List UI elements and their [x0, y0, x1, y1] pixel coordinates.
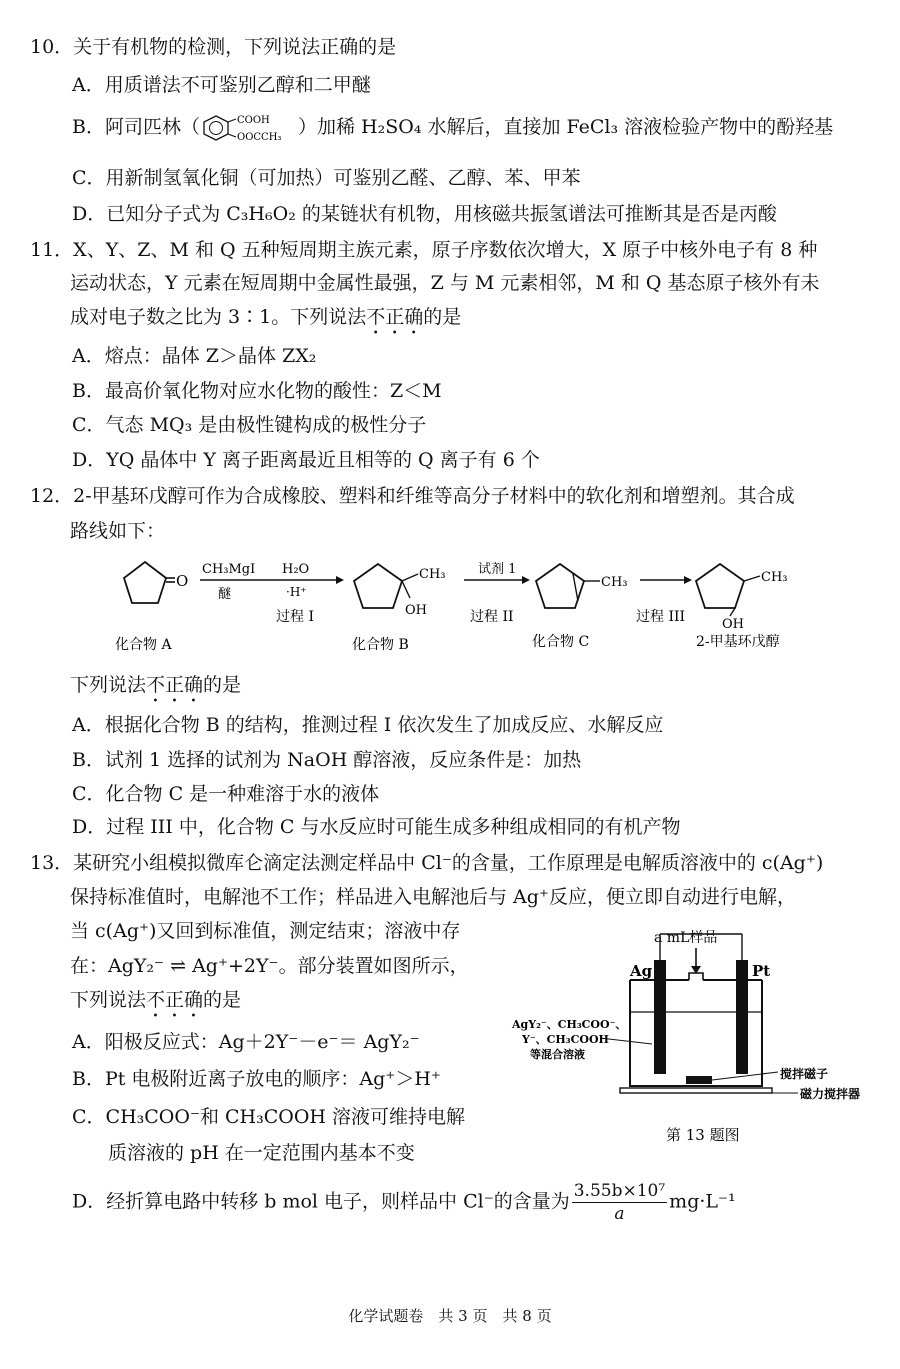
- q12-option-d: D．过程 III 中，化合物 C 与水反应时可能生成多种组成相同的有机产物: [72, 816, 681, 838]
- q11-stem-3-post: 的是: [423, 306, 462, 328]
- q10-option-a: A．用质谱法不可鉴别乙醇和二甲醚: [72, 74, 371, 96]
- compound-b-ring: [354, 564, 402, 608]
- name-compound-a: 化合物 A: [115, 637, 172, 653]
- q12-ask: [70, 672, 241, 707]
- q12-synthesis-scheme: [100, 548, 820, 660]
- product-oh: OH: [722, 617, 744, 632]
- q11-stem-3: [70, 304, 461, 339]
- solution-label-3: 等混合溶液: [530, 1048, 585, 1061]
- q13-option-d-unit: mg·L⁻¹: [669, 1190, 736, 1213]
- label-step-1: 过程 I: [276, 609, 314, 625]
- q11-option-a: A．熔点：晶体 Z＞晶体 ZX₂: [72, 345, 317, 367]
- q11-option-c: C．气态 MQ₃ 是由极性键构成的极性分子: [72, 414, 427, 436]
- stir-bar: [686, 1076, 712, 1084]
- reagent-ch3mgi: CH₃MgI: [202, 562, 256, 577]
- q12-option-b: B．试剂 1 选择的试剂为 NaOH 醇溶液，反应条件是：加热: [72, 749, 582, 771]
- compound-a-oxygen: O: [176, 572, 189, 590]
- aspirin-oocch3: OOCCH₃: [236, 132, 282, 143]
- q12-ask-pre: 下列说法: [70, 674, 147, 696]
- compound-b-ch3: CH₃: [419, 567, 446, 582]
- q12-option-c: C．化合物 C 是一种难溶于水的液体: [72, 783, 380, 805]
- q12-option-a: A．根据化合物 B 的结构，推测过程 I 依次发生了加成反应、水解反应: [72, 714, 664, 736]
- sample-label: a mL样品: [654, 930, 718, 946]
- compound-b-oh: OH: [405, 603, 427, 618]
- q11-emphasis: 不正确: [366, 306, 424, 328]
- q13-stem-5-pre: 下列说法: [70, 989, 147, 1011]
- q10-option-b-post: ）加稀 H₂SO₄ 水解后，直接加 FeCl₃ 溶液检验产物中的酚羟基: [297, 116, 834, 138]
- q13-figure: [500, 926, 890, 1166]
- magnetic-stirrer-label: 磁力搅拌器: [800, 1087, 861, 1101]
- magnetic-stirrer: [620, 1088, 772, 1093]
- label-step-2: 过程 II: [470, 609, 514, 625]
- q12-emphasis: 不正确: [146, 674, 204, 696]
- reagent-water: H₂O: [282, 562, 310, 577]
- compound-a-ring: [124, 562, 166, 603]
- q13-stem-4: 在：AgY₂⁻ ⇌ Ag⁺+2Y⁻。部分装置如图所示，: [70, 955, 469, 977]
- q11-option-d: D．YQ 晶体中 Y 离子距离最近且相等的 Q 离子有 6 个: [72, 449, 540, 471]
- q11-stem-3-pre: 成对电子数之比为 3∶1。下列说法: [70, 306, 367, 328]
- q13-option-d-pre: D．经折算电路中转移 b mol 电子，则样品中 Cl⁻的含量为: [72, 1190, 570, 1213]
- q12-stem-1: 12．2-甲基环戊醇可作为合成橡胶、塑料和纤维等高分子材料中的软化剂和增塑剂。其合成: [30, 485, 795, 507]
- q10-option-b: [72, 113, 833, 143]
- q13-stem-5: [70, 987, 241, 1022]
- q12-stem-2: 路线如下：: [70, 520, 166, 542]
- q13-option-b: B．Pt 电极附近离子放电的顺序：Ag⁺＞H⁺: [72, 1068, 441, 1090]
- fraction-numerator: 3.55b×10⁷: [573, 1181, 666, 1201]
- solution-label-1: AgY₂⁻、CH₃COO⁻、: [512, 1018, 627, 1031]
- ag-electrode: [654, 960, 666, 1074]
- q10-stem: 10．关于有机物的检测，下列说法正确的是: [30, 36, 397, 58]
- solution-label-2: Y⁻、CH₃COOH: [522, 1033, 609, 1046]
- reagent-acid: ·H⁺: [286, 585, 307, 599]
- name-compound-c: 化合物 C: [532, 634, 590, 650]
- label-step-3: 过程 III: [636, 609, 686, 625]
- fraction-denominator: a: [614, 1204, 625, 1224]
- q13-option-c-2: 质溶液的 pH 在一定范围内基本不变: [108, 1142, 415, 1164]
- q11-option-b: B．最高价氧化物对应水化物的酸性：Z＜M: [72, 380, 442, 402]
- aspirin-structure: [200, 113, 298, 143]
- q12-ask-post: 的是: [203, 674, 242, 696]
- pt-electrode: [736, 960, 748, 1074]
- q11-stem-1: 11．X、Y、Z、M 和 Q 五种短周期主族元素，原子序数依次增大，X 原子中核外电子有 8 种: [30, 239, 818, 261]
- name-product: 2-甲基环戊醇: [696, 634, 780, 650]
- q13-stem-1: 13．某研究小组模拟微库仑滴定法测定样品中 Cl⁻的含量，工作原理是电解质溶液中的 c(Ag⁺): [30, 852, 824, 874]
- product-ch3: CH₃: [761, 570, 788, 585]
- q13-stem-5-post: 的是: [203, 989, 242, 1011]
- compound-c-ch3: CH₃: [601, 575, 628, 590]
- reagent-ether: 醚: [218, 587, 232, 602]
- reagent-1: 试剂 1: [478, 562, 517, 577]
- q13-option-c-1: C．CH₃COO⁻和 CH₃COOH 溶液可维持电解: [72, 1106, 466, 1128]
- q10-option-b-pre: B．阿司匹林（: [72, 116, 200, 138]
- q13-option-a: A．阳极反应式：Ag＋2Y⁻－e⁻＝ AgY₂⁻: [72, 1031, 420, 1053]
- q10-option-c: C．用新制氢氧化铜（可加热）可鉴别乙醛、乙醇、苯、甲苯: [72, 167, 581, 189]
- aspirin-cooh: COOH: [236, 115, 270, 126]
- page-footer: 化学试题卷 共 3 页 共 8 页: [348, 1307, 552, 1325]
- q13-stem-2: 保持标准值时，电解池不工作；样品进入电解池后与 Ag⁺反应，便立即自动进行电解，: [70, 886, 796, 908]
- ag-label: Ag: [630, 962, 653, 980]
- figure-caption: 第 13 题图: [666, 1126, 740, 1144]
- product-ring: [696, 564, 744, 608]
- q11-stem-2: 运动状态，Y 元素在短周期中金属性最强，Z 与 M 元素相邻，M 和 Q 基态原子核外有未: [70, 272, 820, 294]
- pt-label: Pt: [752, 962, 771, 980]
- compound-c-ring: [536, 564, 584, 608]
- q10-option-d: D．已知分子式为 C₃H₆O₂ 的某链状有机物，用核磁共振氢谱法可推断其是否是丙酸: [72, 203, 777, 225]
- name-compound-b: 化合物 B: [352, 637, 409, 653]
- q13-option-d: [72, 1180, 736, 1225]
- q13-stem-3: 当 c(Ag⁺)又回到标准值，测定结束；溶液中存: [70, 920, 461, 942]
- q13-emphasis: 不正确: [146, 989, 204, 1011]
- fraction: [572, 1180, 667, 1225]
- stir-bar-label: 搅拌磁子: [780, 1067, 829, 1081]
